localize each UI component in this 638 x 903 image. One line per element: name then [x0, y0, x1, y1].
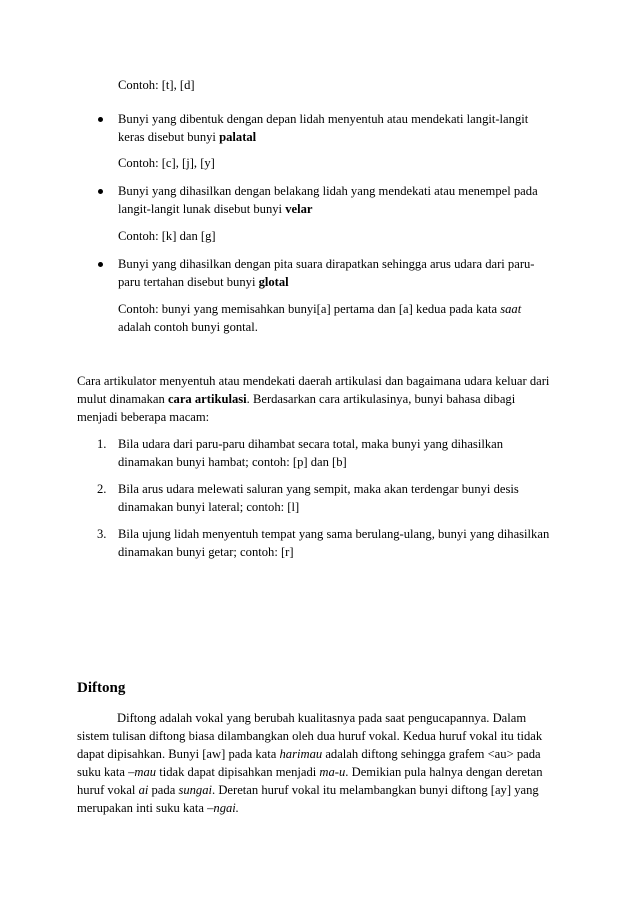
list-item-line: dinamakan bunyi getar; contoh: [r] [118, 545, 294, 559]
example-text: Contoh: [c], [j], [y] [118, 156, 215, 170]
term-bold: palatal [219, 130, 257, 144]
list-number: 1. [97, 437, 107, 451]
term-italic: saat [500, 302, 522, 316]
example-text: adalah contoh bunyi gontal. [118, 320, 258, 334]
paragraph-line: suku kata –mau tidak dapat dipisahkan menjadi ma-u. Demikian pula halnya dengan deretan [77, 765, 543, 779]
term-italic: harimau [279, 747, 323, 761]
example-text: Contoh: [k] dan [g] [118, 229, 216, 243]
bullet-marker [98, 189, 103, 194]
bullet-line: Bunyi yang dihasilkan dengan belakang lidah yang mendekati atau menempel pada [118, 184, 538, 198]
term-italic: –mau [128, 765, 157, 779]
bullet-line: Bunyi yang dibentuk dengan depan lidah menyentuh atau mendekati langit-langit [118, 112, 529, 126]
term-italic: ai [138, 783, 149, 797]
example-text: Contoh: [t], [d] [118, 78, 195, 92]
list-item-line: Bila arus udara melewati saluran yang sempit, maka akan terdengar bunyi desis [118, 482, 519, 496]
term-italic: sungai [178, 783, 213, 797]
bullet-line: langit-langit lunak disebut bunyi velar [118, 202, 313, 216]
bullet-line: Bunyi yang dihasilkan dengan pita suara dirapatkan sehingga arus udara dari paru- [118, 257, 535, 271]
paragraph-line: merupakan inti suku kata –ngai. [77, 801, 239, 815]
section-heading: Diftong [77, 680, 126, 696]
bullet-line: paru tertahan disebut bunyi glotal [118, 275, 289, 289]
paragraph-line: dapat dipisahkan. Bunyi [aw] pada kata harimau adalah diftong sehingga grafem <au> pada [77, 747, 541, 761]
bullet-marker [98, 262, 103, 267]
list-item-line: Bila ujung lidah menyentuh tempat yang sama berulang-ulang, bunyi yang dihasilkan [118, 527, 550, 541]
list-item-line: Bila udara dari paru-paru dihambat secara total, maka bunyi yang dihasilkan [118, 437, 504, 451]
paragraph-line: huruf vokal ai pada sungai. Deretan huruf vokal itu melambangkan bunyi diftong [ay] yang [77, 783, 539, 797]
example-text: Contoh: bunyi yang memisahkan bunyi[a] pertama dan [a] kedua pada kata saat [118, 302, 522, 316]
bullet-marker [98, 117, 103, 122]
list-number: 3. [97, 527, 107, 541]
term-bold: cara artikulasi [167, 392, 247, 406]
term-italic: –ngai. [207, 801, 239, 815]
paragraph-line: Cara artikulator menyentuh atau mendekati daerah artikulasi dan bagaimana udara keluar dari [77, 374, 550, 388]
term-bold: velar [285, 202, 313, 216]
term-italic: ma-u [319, 765, 346, 779]
bullet-line: keras disebut bunyi palatal [118, 130, 257, 144]
paragraph-line: Diftong adalah vokal yang berubah kualitasnya pada saat pengucapannya. Dalam [117, 711, 527, 725]
list-number: 2. [97, 482, 107, 496]
paragraph-line: menjadi beberapa macam: [77, 410, 210, 424]
list-item-line: dinamakan bunyi lateral; contoh: [l] [118, 500, 300, 514]
paragraph-line: mulut dinamakan cara artikulasi. Berdasarkan cara artikulasinya, bunyi bahasa dibagi [77, 392, 516, 406]
term-bold: glotal [258, 275, 289, 289]
paragraph-line: sistem tulisan diftong biasa dilambangkan oleh dua huruf vokal. Kedua huruf vokal itu tidak [77, 729, 543, 743]
list-item-line: dinamakan bunyi hambat; contoh: [p] dan [b] [118, 455, 347, 469]
